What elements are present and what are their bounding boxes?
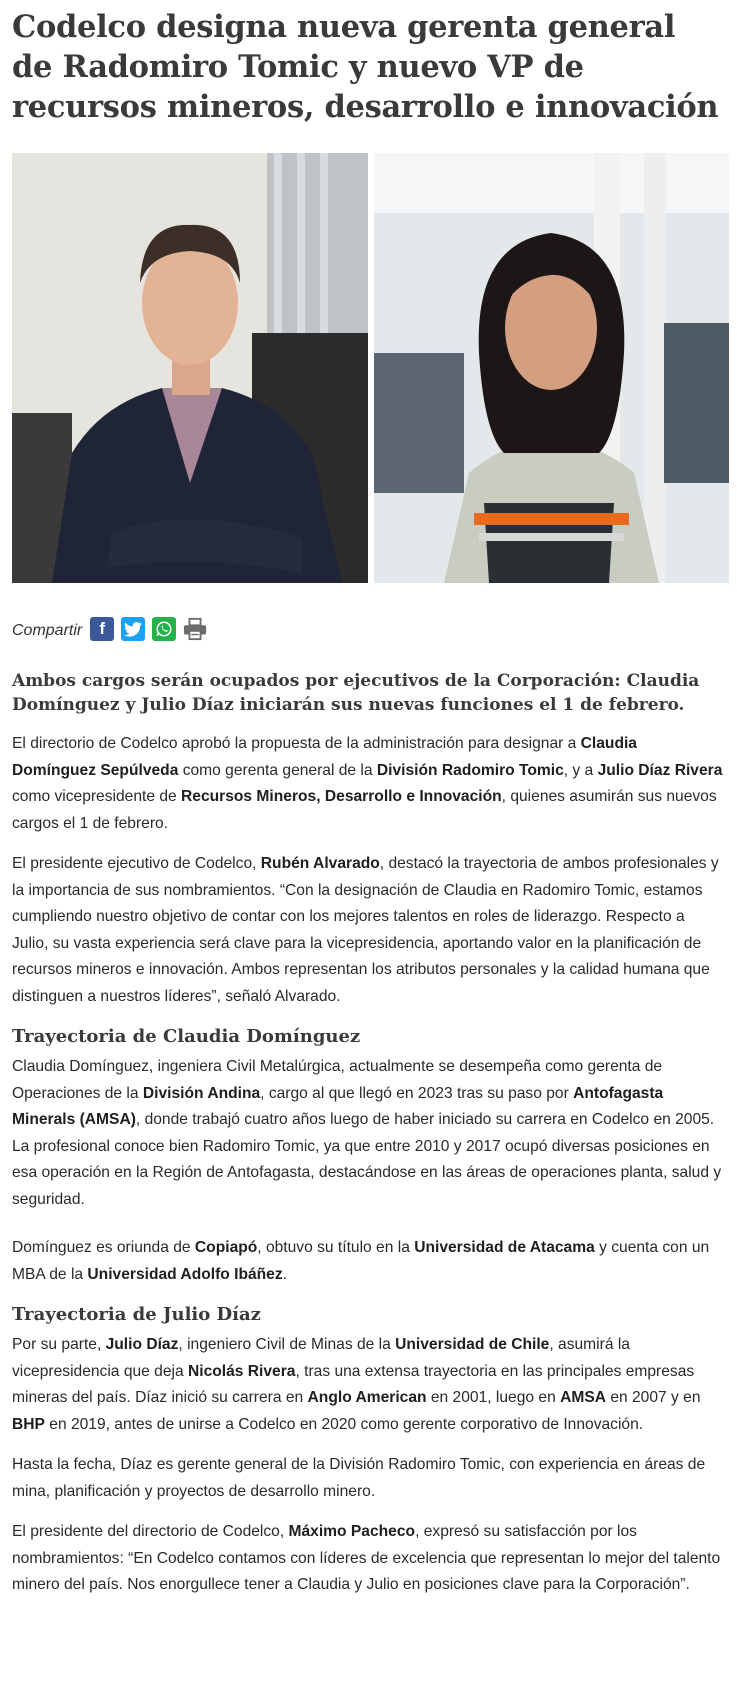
paragraph: Por su parte, Julio Díaz, ingeniero Civil de Minas de la Universidad de Chile, asumirá la vicepresidencia que deja Nicolás Rivera, tras una extensa trayectoria en las principales empresas mineras del país. Díaz inició su carrera en Anglo American en 2001, luego en AMSA en 2007 y en BHP en 2019, antes de unirse a Codelco en 2020 como gerente corporativo de Innovación. [12,1336,701,1433]
bold-text: Antofagasta Minerals (AMSA) [12,1084,664,1128]
photo-claudia-dominguez [374,153,729,583]
paragraph: El directorio de Codelco aprobó la propuesta de la administración para designar a Claudia Domínguez Sepúlveda como gerenta general de la División Radomiro Tomic, y a Julio Díaz Rivera como vicepresidente de Recursos Mineros, Desarrollo e Innovación, quienes asumirán sus nuevos cargos el 1 de febrero. [12,735,723,832]
share-bar [12,616,725,642]
paragraph: Hasta la fecha, Díaz es gerente general de la División Radomiro Tomic, con experiencia en áreas de mina, planificación y proyectos de desarrollo minero. [12,1456,706,1500]
whatsapp-icon[interactable] [152,617,176,641]
bold-text: Nicolás Rivera [187,1362,296,1380]
bold-text: División Andina [142,1084,261,1102]
section-heading-julio: Trayectoria de Julio Díaz [12,1304,261,1325]
paragraph: Domínguez es oriunda de Copiapó, obtuvo su título en la Universidad de Atacama y cuenta con un MBA de la Universidad Adolfo Ibáñez. [12,1239,710,1283]
bold-text: Copiapó [194,1239,258,1256]
paragraph: El presidente ejecutivo de Codelco, Rubén Alvarado, destacó la trayectoria de ambos profesionales y la importancia de sus nombramientos. “Con la designación de Claudia en Radomiro Tomic, estamos cumpliendo nuestro objetivo de contar con los mejores talentos en roles de liderazgo. Respecto a Julio, su vasta experiencia será clave para la vicepresidencia, aportando valor en la planificación de recursos mineros e innovación. Ambos representan los atributos personales y la calidad humana que distinguen a nuestros líderes”, señaló Alvarado. [12,855,719,1005]
article-lead: Ambos cargos serán ocupados por ejecutivos de la Corporación: Claudia Domínguez y Julio Díaz iniciarán sus nuevas funciones el 1 de febrero. [12,671,700,715]
article-photos [12,153,729,583]
bold-text: Universidad de Chile [395,1336,550,1353]
article [0,7,725,1599]
bold-text: Julio Díaz Rivera [597,761,723,779]
bold-text: Recursos Mineros, Desarrollo e Innovación [181,788,502,805]
bold-text: Anglo American [307,1389,427,1406]
twitter-icon[interactable] [121,617,145,641]
bold-text: AMSA [560,1389,606,1406]
bold-text: División Radomiro Tomic [376,761,564,779]
share-label: Compartir [12,622,83,639]
paragraph: El presidente del directorio de Codelco, Máximo Pacheco, expresó su satisfacción por los nombramientos: “En Codelco contamos con líderes de excelencia que representan lo mejor del talento minero del país. Nos enorgullece tener a Claudia y Julio en posiciones clave para la Corporación”. [12,1523,721,1593]
bold-text: Máximo Pacheco [288,1523,416,1540]
bold-text: Universidad de Atacama [414,1239,595,1256]
bold-text: Rubén Alvarado [260,855,380,872]
bold-text: Julio Díaz [105,1336,179,1353]
printer-icon[interactable] [183,617,207,641]
paragraph: Claudia Domínguez, ingeniera Civil Metalúrgica, actualmente se desempeña como gerenta de Operaciones de la División Andina, cargo al que llegó en 2023 tras su paso por Antofagasta Minerals (AMSA), donde trabajó cuatro años luego de haber iniciado su carrera en Codelco en 2005. La profesional conoce bien Radomiro Tomic, ya que entre 2010 y 2017 ocupó diversas posiciones en esa operación en la Región de Antofagasta, destacándose en las áreas de operaciones planta, salud y seguridad. [12,1058,722,1208]
article-title: Codelco designa nueva gerenta general de Radomiro Tomic y nuevo VP de recursos mineros, desarrollo e innovación [12,9,719,125]
bold-text: BHP [12,1415,45,1433]
facebook-icon[interactable]: f [90,617,114,641]
bold-text: Universidad Adolfo Ibáñez [87,1265,283,1283]
section-heading-claudia: Trayectoria de Claudia Domínguez [12,1026,361,1047]
photo-julio-diaz [12,153,368,583]
bold-text: Claudia Domínguez Sepúlveda [12,735,637,779]
